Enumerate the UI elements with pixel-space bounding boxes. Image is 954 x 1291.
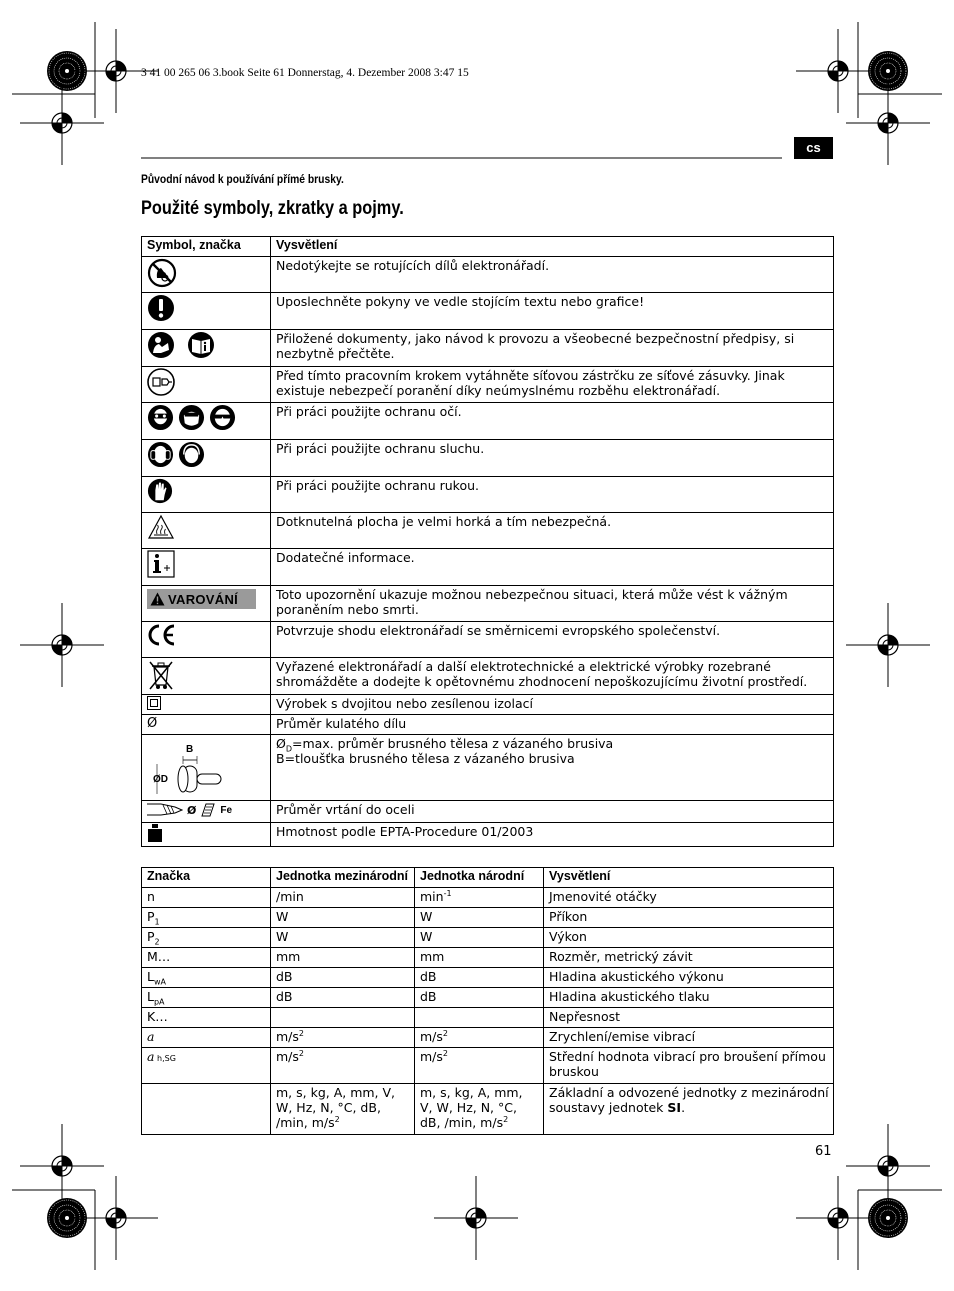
unit-superscript: 2: [334, 1114, 340, 1124]
explanation-cell: Průměr kulatého dílu: [271, 715, 834, 735]
explanation-cell: Průměr vrtání do oceli: [271, 801, 834, 823]
drill-diameter-symbol: Ø: [187, 803, 197, 817]
steel-fe-label: Fe: [220, 804, 233, 816]
sign-cell: [142, 928, 271, 948]
sign-cell: a: [142, 1028, 271, 1048]
weight-icon: [147, 824, 163, 842]
column-header-sign: Značka: [142, 868, 271, 888]
international-unit-cell: W: [271, 928, 415, 948]
national-unit-cell: W: [415, 908, 544, 928]
unit-text: m/s: [276, 1049, 299, 1064]
national-unit-cell: [415, 888, 544, 908]
unit-text: min: [420, 889, 444, 904]
language-badge: cs: [794, 137, 833, 159]
explanation-cell: [271, 735, 834, 801]
table-row: [142, 477, 834, 513]
table-header-row: [142, 868, 834, 888]
explanation-cell: Nepřesnost: [544, 1008, 834, 1028]
si-abbreviation: SI: [667, 1100, 682, 1115]
explanation-cell: Jmenovité otáčky: [544, 888, 834, 908]
table-row: [142, 823, 834, 847]
international-unit-cell: mm: [271, 948, 415, 968]
diagram-label-b: B: [186, 744, 194, 755]
sign-subscript: h,SG: [154, 1054, 176, 1063]
page-title: Použité symboly, zkratky a pojmy.: [141, 198, 404, 219]
explanation-cell: Při práci použijte ochranu sluchu.: [271, 440, 834, 477]
table-row: [142, 293, 834, 330]
sign-cell: [142, 1048, 271, 1084]
table-row: [142, 403, 834, 440]
diameter-subscript: D: [285, 744, 293, 754]
sign-cell: [142, 1084, 271, 1135]
steel-fe-icon: [200, 802, 216, 818]
sign-cell: [142, 988, 271, 1008]
table-row: [142, 549, 834, 586]
unit-superscript: 2: [442, 1048, 448, 1058]
units-table: [141, 867, 834, 1135]
unit-superscript: 2: [298, 1028, 304, 1038]
document-subtitle: Původní návod k používání přímé brusky.: [141, 172, 344, 186]
hot-surface-icon: [147, 514, 175, 540]
explanation-cell: Výkon: [544, 928, 834, 948]
table-row: [142, 586, 834, 622]
international-unit-cell: [271, 1084, 415, 1135]
table-row: [142, 622, 834, 658]
international-unit-cell: /min: [271, 888, 415, 908]
sign-text: P: [147, 929, 155, 944]
warning-label: [147, 589, 256, 609]
national-unit-cell: [415, 1028, 544, 1048]
explanation-text: Základní a odvozené jednotky z mezinárodní soustavy jednotek: [549, 1085, 829, 1115]
explanation-cell: Při práci použijte ochranu rukou.: [271, 477, 834, 513]
unit-superscript: 2: [298, 1048, 304, 1058]
sign-text: P: [147, 909, 155, 924]
table-row: [142, 658, 834, 695]
double-insulation-icon: [147, 696, 161, 710]
goggles-icon: [147, 404, 174, 431]
diameter-symbol: Ø: [276, 736, 286, 751]
explanation-cell: Střední hodnota vibrací pro broušení přímou bruskou: [544, 1048, 834, 1084]
national-unit-cell: [415, 1008, 544, 1028]
table-row: [142, 695, 834, 715]
sign-subscript: pA: [153, 997, 165, 1007]
warning-label-text: VAROVÁNÍ: [168, 591, 239, 607]
table-row: [142, 715, 834, 735]
explanation-cell: Výrobek s dvojitou nebo zesílenou izolací: [271, 695, 834, 715]
diameter-symbol: Ø: [142, 715, 271, 735]
sign-subscript: wA: [153, 977, 166, 987]
unplug-icon: [147, 368, 175, 396]
explanation-cell: Při práci použijte ochranu očí.: [271, 403, 834, 440]
unit-text: m/s: [276, 1029, 299, 1044]
page-number: 61: [815, 1144, 832, 1159]
ear-muffs-icon: [178, 441, 205, 468]
table-row: [142, 928, 834, 948]
table-row: [142, 330, 834, 367]
table-row: [142, 801, 834, 823]
sign-cell: [142, 908, 271, 928]
face-shield-icon: [178, 404, 205, 431]
crossed-bin-icon: [147, 659, 175, 691]
sign-cell: [142, 968, 271, 988]
table-row: [142, 735, 834, 801]
explanation-cell: Rozměr, metrický závit: [544, 948, 834, 968]
unit-text: m/s: [420, 1049, 443, 1064]
sign-text: a: [147, 1049, 155, 1064]
column-header-symbol: Symbol, značka: [142, 237, 271, 257]
column-header-national-unit: Jednotka národní: [415, 868, 544, 888]
ce-mark-icon: [147, 623, 177, 647]
diagram-label-d: ØD: [153, 774, 168, 785]
column-header-international-unit: Jednotka mezinárodní: [271, 868, 415, 888]
column-header-explanation: Vysvětlení: [271, 237, 834, 257]
table-row: [142, 367, 834, 403]
gloves-icon: [147, 478, 173, 504]
info-book-icon: [187, 331, 215, 359]
explanation-cell: Přiložené dokumenty, jako návod k provozu a všeobecné bezpečnostní předpisy, si nezbytně přečtěte.: [271, 330, 834, 367]
table-row: [142, 257, 834, 293]
explanation-cell: Hladina akustického výkonu: [544, 968, 834, 988]
table-header-row: [142, 237, 834, 257]
no-touch-rotating-icon: [147, 258, 177, 288]
international-unit-cell: dB: [271, 988, 415, 1008]
sign-subscript: 1: [154, 917, 160, 927]
national-unit-cell: W: [415, 928, 544, 948]
table-row: [142, 513, 834, 549]
sign-subscript: 2: [154, 937, 160, 947]
table-row: [142, 888, 834, 908]
explanation-cell: Dodatečné informace.: [271, 549, 834, 586]
safety-glasses-icon: [209, 404, 236, 431]
international-unit-cell: [271, 1028, 415, 1048]
international-unit-cell: dB: [271, 968, 415, 988]
ear-protection-icon: [147, 441, 174, 468]
unit-superscript: -1: [443, 888, 452, 898]
unit-superscript: 2: [503, 1114, 509, 1124]
sign-cell: [142, 888, 271, 908]
unit-text: m/s: [420, 1029, 443, 1044]
table-row: [142, 1028, 834, 1048]
table-row: [142, 1008, 834, 1028]
unit-superscript: 2: [442, 1028, 448, 1038]
explanation-cell: Hmotnost podle EPTA-Procedure 01/2003: [271, 823, 834, 847]
column-header-explanation: Vysvětlení: [544, 868, 834, 888]
table-row: [142, 968, 834, 988]
explanation-cell: Hladina akustického tlaku: [544, 988, 834, 1008]
international-unit-cell: [271, 1008, 415, 1028]
national-unit-cell: [415, 1084, 544, 1135]
explanation-cell: Před tímto pracovním krokem vytáhněte síťovou zástrčku ze síťové zásuvky. Jinak existuje nebezpečí poranění díky neúmyslnému rozběhu elektronářadí.: [271, 367, 834, 403]
national-unit-cell: mm: [415, 948, 544, 968]
sign-text: n: [147, 889, 155, 904]
table-row: [142, 908, 834, 928]
sign-cell: K…: [142, 1008, 271, 1028]
table-row: [142, 1084, 834, 1135]
drill-bit-icon: [147, 802, 183, 818]
international-unit-cell: [271, 1048, 415, 1084]
explanation-cell: [544, 1084, 834, 1135]
explanation-cell: Vyřazené elektronářadí a další elektrotechnické a elektrické výrobky rozebrané shromážděte a dodejte k opětovnému zhodnocení nepoškozujícímu životní prostředí.: [271, 658, 834, 695]
unit-text: m, s, kg, A, mm, V, W, Hz, N, °C, dB, /min, m/s: [276, 1085, 396, 1130]
table-row: [142, 988, 834, 1008]
sign-text: L: [147, 989, 154, 1004]
explanation-cell: Uposlechněte pokyny ve vedle stojícím textu nebo grafice!: [271, 293, 834, 330]
table-row: [142, 948, 834, 968]
national-unit-cell: dB: [415, 988, 544, 1008]
read-manual-icon: [147, 331, 175, 359]
national-unit-cell: dB: [415, 968, 544, 988]
explanation-cell: Zrychlení/emise vibrací: [544, 1028, 834, 1048]
info-plus-icon: [147, 550, 175, 578]
table-row: [142, 440, 834, 477]
warning-triangle-icon: [150, 592, 165, 606]
national-unit-cell: [415, 1048, 544, 1084]
international-unit-cell: W: [271, 908, 415, 928]
table-row: [142, 1048, 834, 1084]
explanation-cell: Potvrzuje shodu elektronářadí se směrnicemi evropského společenství.: [271, 622, 834, 658]
sign-text: L: [147, 969, 154, 984]
unit-text: m, s, kg, A, mm, V, W, Hz, N, °C, dB, /min, m/s: [420, 1085, 523, 1130]
explanation-end: .: [681, 1100, 686, 1115]
explanation-cell: Příkon: [544, 908, 834, 928]
explanation-cell: Nedotýkejte se rotujících dílů elektronářadí.: [271, 257, 834, 293]
book-info-line: 3 41 00 265 06 3.book Seite 61 Donnerstag, 4. Dezember 2008 3:47 15: [141, 67, 469, 79]
sign-cell: M…: [142, 948, 271, 968]
exclamation-icon: [147, 294, 175, 322]
explanation-line: =max. průměr brusného tělesa z vázaného brusiva: [292, 736, 614, 751]
explanation-line: B=tloušťka brusného tělesa z vázaného brusiva: [276, 751, 575, 766]
explanation-cell: Toto upozornění ukazuje možnou nebezpečnou situaci, která může vést k vážným poraněním nebo smrti.: [271, 586, 834, 622]
explanation-cell: Dotknutelná plocha je velmi horká a tím nebezpečná.: [271, 513, 834, 549]
symbols-table: [141, 236, 834, 847]
grinding-point-diagram: [147, 736, 225, 796]
